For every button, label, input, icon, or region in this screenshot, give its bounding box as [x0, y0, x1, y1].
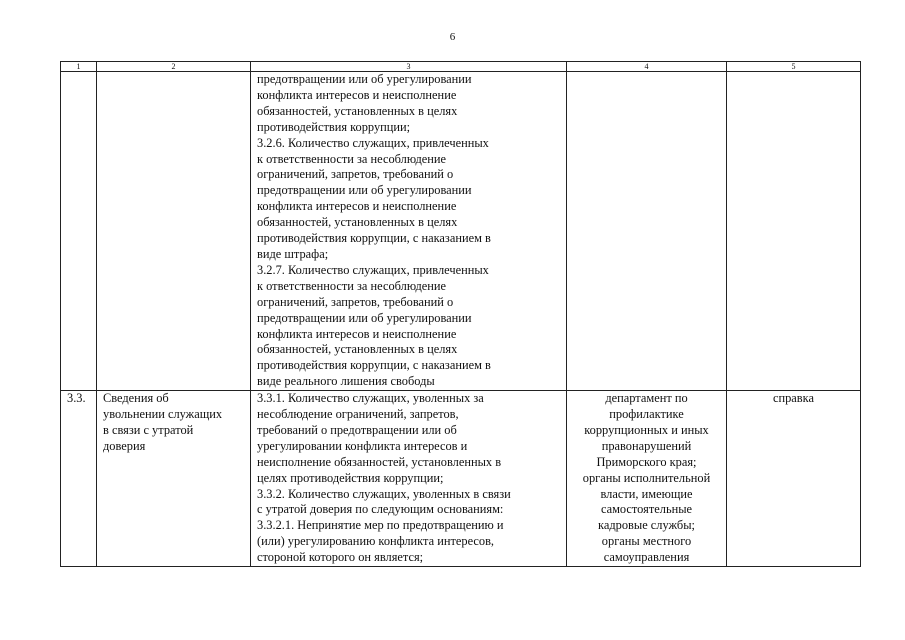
- text-line: стороной которого он является;: [257, 550, 424, 565]
- text-line: к ответственности за несоблюдение: [257, 278, 447, 293]
- text-line: обязанностей, установленных в целях: [257, 342, 458, 357]
- row-3-3: [61, 391, 861, 567]
- text-line: противодействия коррупции, с наказанием в: [257, 358, 491, 373]
- column-number-1: 1: [61, 62, 97, 72]
- continuation-indicator-cell: [251, 72, 567, 391]
- text-line: департамент по: [605, 391, 688, 406]
- column-number-3: 3: [251, 62, 567, 72]
- column-number-4: 4: [567, 62, 727, 72]
- text-line: коррупционных и иных: [584, 422, 709, 437]
- text-line: виде штрафа;: [257, 246, 329, 261]
- text-line: Сведения об: [103, 391, 169, 406]
- text-line: Приморского края;: [596, 454, 697, 469]
- text-line: ограничений, запретов, требований о: [257, 294, 454, 309]
- text-line: в связи с утратой: [103, 422, 194, 437]
- text-line: предотвращении или об урегулировании: [257, 310, 472, 325]
- text-line: ограничений, запретов, требований о: [257, 167, 454, 182]
- text-line: противодействия коррупции, с наказанием в: [257, 231, 491, 246]
- text-line: конфликта интересов и неисполнение: [257, 87, 457, 102]
- indicators-table: [60, 61, 861, 567]
- text-line: кадровые службы;: [598, 518, 695, 533]
- text-line: доверия: [103, 438, 146, 453]
- continuation-number-cell: [61, 72, 97, 391]
- row-number-cell: 3.3.: [61, 391, 97, 567]
- text-line: урегулировании конфликта интересов и: [257, 438, 468, 453]
- text-line: (или) урегулированию конфликта интересов,: [257, 534, 495, 549]
- text-line: виде реального лишения свободы: [257, 374, 435, 389]
- continuation-row: [61, 72, 861, 391]
- text-line: несоблюдение ограничений, запретов,: [257, 407, 459, 422]
- page-number: 6: [449, 31, 456, 43]
- row-indicator-cell: [251, 391, 567, 567]
- text-line: обязанностей, установленных в целях: [257, 103, 458, 118]
- text-line: требований о предотвращении или об: [257, 422, 457, 437]
- row-responsible-cell: [567, 391, 727, 567]
- text-line: предотвращении или об урегулировании: [257, 183, 472, 198]
- text-line: 3.2.7. Количество служащих, привлеченных: [257, 262, 489, 277]
- column-numbers-row: [61, 62, 861, 72]
- continuation-form-cell: [727, 72, 861, 391]
- text-line: конфликта интересов и неисполнение: [257, 326, 457, 341]
- text-line: конфликта интересов и неисполнение: [257, 199, 457, 214]
- text-line: обязанностей, установленных в целях: [257, 215, 458, 230]
- text-line: самостоятельные: [600, 502, 693, 517]
- text-line: предотвращении или об урегулировании: [257, 72, 472, 86]
- text-line: органы местного: [601, 534, 692, 549]
- text-line: с утратой доверия по следующим основаниям:: [257, 502, 504, 517]
- row-form-cell: справка: [727, 391, 861, 567]
- text-line: 3.3.2. Количество служащих, уволенных в связи: [257, 486, 511, 501]
- text-line: к ответственности за несоблюдение: [257, 151, 447, 166]
- text-line: 3.3.2.1. Непринятие мер по предотвращению и: [257, 518, 504, 533]
- continuation-title-cell: [97, 72, 251, 391]
- text-line: профилактике: [609, 407, 684, 422]
- text-line: правонарушений: [601, 438, 692, 453]
- text-line: целях противодействия коррупции;: [257, 470, 444, 485]
- text-line: самоуправления: [603, 550, 690, 565]
- text-line: увольнении служащих: [103, 407, 223, 422]
- row-title-cell: [97, 391, 251, 567]
- text-line: 3.2.6. Количество служащих, привлеченных: [257, 135, 489, 150]
- text-line: неисполнение обязанностей, установленных в: [257, 454, 502, 469]
- continuation-responsible-cell: [567, 72, 727, 391]
- text-line: власти, имеющие: [600, 486, 693, 501]
- text-line: органы исполнительной: [582, 470, 711, 485]
- text-line: противодействия коррупции;: [257, 119, 411, 134]
- column-number-5: 5: [727, 62, 861, 72]
- text-line: 3.3.1. Количество служащих, уволенных за: [257, 391, 484, 406]
- column-number-2: 2: [97, 62, 251, 72]
